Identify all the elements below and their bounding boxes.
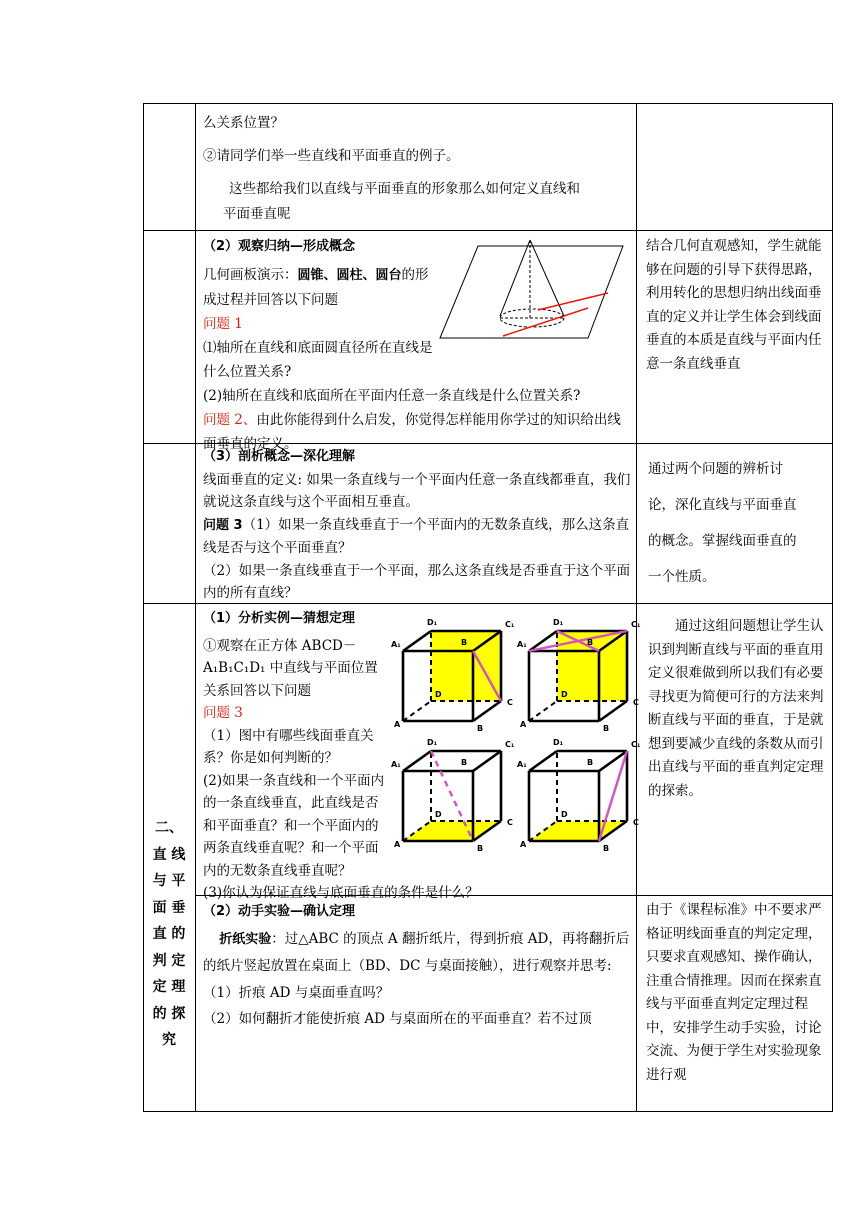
cube-4-edge-5 [529, 751, 557, 771]
cube-1-label-D: D [435, 690, 442, 699]
cube-3-label-B: B [477, 844, 484, 853]
stage-char-5: 判 定 [152, 952, 186, 969]
row1-line-1: 么关系位置？ [203, 115, 284, 131]
experiment [203, 926, 633, 980]
row3-q3-a [203, 514, 633, 560]
cube-4-label-D1: D₁ [553, 738, 564, 747]
row1-line-3: 这些都给我们以直线与平面垂直的形象那么如何定义直线和 [229, 181, 580, 197]
row3-note-1: 通过两个问题的辨析讨 [648, 461, 783, 477]
cube-2-label-D1: D₁ [553, 618, 564, 627]
stage-char-3: 面 垂 [152, 899, 186, 916]
stage-char-7: 的 探 [152, 1005, 186, 1022]
row3-note-2: 论，深化直线与平面垂直 [648, 497, 797, 513]
demo-bold: 圆锥、圆柱、圆台 [297, 268, 402, 283]
row2-heading: （2）观察归纳—形成概念 [203, 239, 356, 254]
row2-note: 结合几何直观感知，学生就能够在问题的引导下获得思路，利用转化的思想归纳出线面垂直的定义并让学生体会到线面垂直的本质是直线与平面内任意一条直线垂直 [646, 238, 822, 372]
row3-heading: （3）剖析概念—深化理解 [203, 449, 356, 464]
stage-char-4: 直 的 [152, 926, 186, 942]
row1-line-4: 平面垂直呢 [223, 206, 291, 222]
cube-3-edge-5 [403, 751, 431, 771]
cube-2-edge-1 [599, 701, 627, 721]
stage-title [143, 815, 195, 1054]
row4-heading: （1）分析实例—猜想定理 [203, 611, 356, 626]
cube-4-label-D: D [561, 810, 568, 819]
row2-demo [203, 263, 431, 312]
row5-heading: （2）动手实验—确认定理 [203, 904, 356, 919]
cube-4-label-C: C [633, 818, 639, 827]
row1-content [203, 111, 633, 227]
q1-b: (2)轴所在直线和底面所在平面内任意一条直线是什么位置关系? [203, 388, 581, 404]
row3-q3-a-text: （1）如果一条直线垂直于一个平面内的无数条直线，那么这条直线是否与这个平面垂直？ [203, 516, 630, 556]
cube-2-label-B1: B [587, 638, 594, 647]
stage-char-1: 直 线 [152, 846, 186, 863]
exp-text: ：过△ABC 的顶点 A 翻折纸片，得到折痕 AD，再将翻折后的纸片竖起放置在桌面上（BD、DC 与桌面接触），进行观察并思考: [203, 930, 630, 974]
cube-1-label-C1: C₁ [505, 620, 515, 629]
row1-line-2: ②请同学们举一些直线和平面垂直的例子。 [203, 148, 460, 164]
cube-1-label-C: C [507, 698, 513, 707]
cube-3-label-D1: D₁ [427, 738, 438, 747]
cube-3-label-A1: A₁ [391, 760, 401, 769]
stage-char-8: 究 [162, 1032, 176, 1048]
demo-prefix: 几何画板演示： [203, 267, 298, 283]
border-top [143, 103, 833, 104]
row5-note: 由于《课程标准》中不要求严格证明线面垂直的判定定理，只要求直观感知、操作确认，注重合情推理。因而在探索直线与平面垂直判定定理过程中，安排学生动手实验，讨论交流、为便于学生对实验现象进行观 [646, 902, 822, 1083]
q2-label: 问题 2、 [203, 412, 257, 428]
cube-1-label-A1: A₁ [391, 640, 401, 649]
q2-text: 由此你能得到什么启发，你觉得怎样能用你学过的知识给出线面垂直的定义。 [203, 412, 621, 452]
q1-label: 问题 1 [203, 316, 243, 332]
row3-content [203, 446, 633, 605]
cube-2-label-C: C [633, 698, 639, 707]
stage-char-0: 二、 [155, 820, 183, 836]
exp-bold: 折纸实验 [219, 931, 272, 947]
cube-3-label-D: D [435, 810, 442, 819]
cube-4-label-B1: B [587, 758, 594, 767]
cube-1-hidden-0 [403, 701, 431, 721]
cube-1-label-B1: B [461, 638, 468, 647]
col-divider-1 [195, 103, 196, 1112]
cube-2-label-C1: C₁ [631, 620, 641, 629]
cube-3-label-A: A [394, 840, 401, 849]
row4-note: 通过这组问题想让学生认识到判断直线与平面的垂直用定义很难做到所以我们有必要寻找更为简便可行的方法来判断直线与平面的垂直，于是就想到要减少直线的条数从而引出直线与平面的垂直判定定理的探索。 [648, 618, 824, 799]
row4-q-b: (2)如果一条直线和一个平面内的一条直线垂直，此直线是否和平面垂直？和一个平面内的两条直线垂直呢？和一个平面内的无数条直线垂直呢？ [203, 772, 385, 879]
q1-a: ⑴轴所在直线和底面圆直径所在直线是什么位置关系? [203, 340, 433, 380]
row3-q3-b: （2）如果一条直线垂直于一个平面，那么这条直线是否垂直于这个平面内的所有直线？ [203, 562, 631, 601]
row5-content [203, 899, 633, 1033]
cube-4-label-A: A [520, 840, 527, 849]
row4-q-a: （1）图中有哪些线面垂直关系？你是如何判断的？ [203, 727, 374, 766]
cube-2-label-A1: A₁ [517, 640, 527, 649]
cone-figure [438, 238, 628, 348]
cube-1-edge-1 [473, 701, 501, 721]
row3-note-4: 一个性质。 [648, 569, 716, 585]
cube-3-label-C1: C₁ [505, 740, 515, 749]
cone-edge-left [500, 240, 530, 316]
cube-4-label-C1: C₁ [631, 740, 641, 749]
cube-4-label-A1: A₁ [517, 760, 527, 769]
stage-char-6: 定 理 [152, 979, 186, 995]
cube-figures [391, 618, 641, 868]
cube-4-label-B: B [603, 844, 610, 853]
cube-3-label-C: C [507, 818, 513, 827]
cube-2-hidden-0 [529, 701, 557, 721]
definition: 线面垂直的定义: 如果一条直线与一个平面内任意一条直线都垂直，我们就说这条直线与这个平面相互垂直。 [203, 471, 631, 510]
red-line-2 [503, 308, 588, 336]
stage-char-2: 与 平 [152, 873, 186, 889]
row4-q-c: (3)你认为保证直线与底面垂直的条件是什么？ [203, 885, 479, 901]
row4-q-label: 问题 3 [203, 705, 243, 721]
row-divider-1 [143, 230, 833, 231]
cube-1-edge-5 [403, 631, 431, 651]
cube-1-label-A: A [394, 720, 401, 729]
cube-3-edge-3 [473, 751, 501, 771]
row3-note-3: 的概念。掌握线面垂直的 [648, 533, 797, 549]
red-line-1 [538, 293, 608, 310]
border-right [832, 103, 833, 1112]
cube-3-label-B1: B [461, 758, 468, 767]
cube-2-label-B: B [603, 724, 610, 733]
border-bottom [143, 1111, 833, 1112]
row5-q2: （2）如何翻折才能使折痕 AD 与桌面所在的平面垂直？若不过顶 [203, 1011, 592, 1027]
lesson-table [143, 103, 833, 1112]
observe: ①观察在正方体 ABCD－A₁B₁C₁D₁ 中直线与平面位置关系回答以下问题 [203, 637, 378, 699]
row5-q1: （1）折痕 AD 与桌面垂直吗？ [203, 984, 390, 1001]
cube-1-label-B: B [477, 724, 484, 733]
col-divider-2 [636, 103, 637, 1112]
row3-q3-label: 问题 3 [203, 517, 243, 533]
cube-2-label-A: A [520, 720, 527, 729]
cube-2-label-D: D [561, 690, 568, 699]
cube-1-label-D1: D₁ [427, 618, 438, 627]
row3-note [648, 451, 830, 595]
demo-suffix: 的形成过程并回答以下问题 [203, 267, 429, 308]
plane [440, 246, 623, 338]
